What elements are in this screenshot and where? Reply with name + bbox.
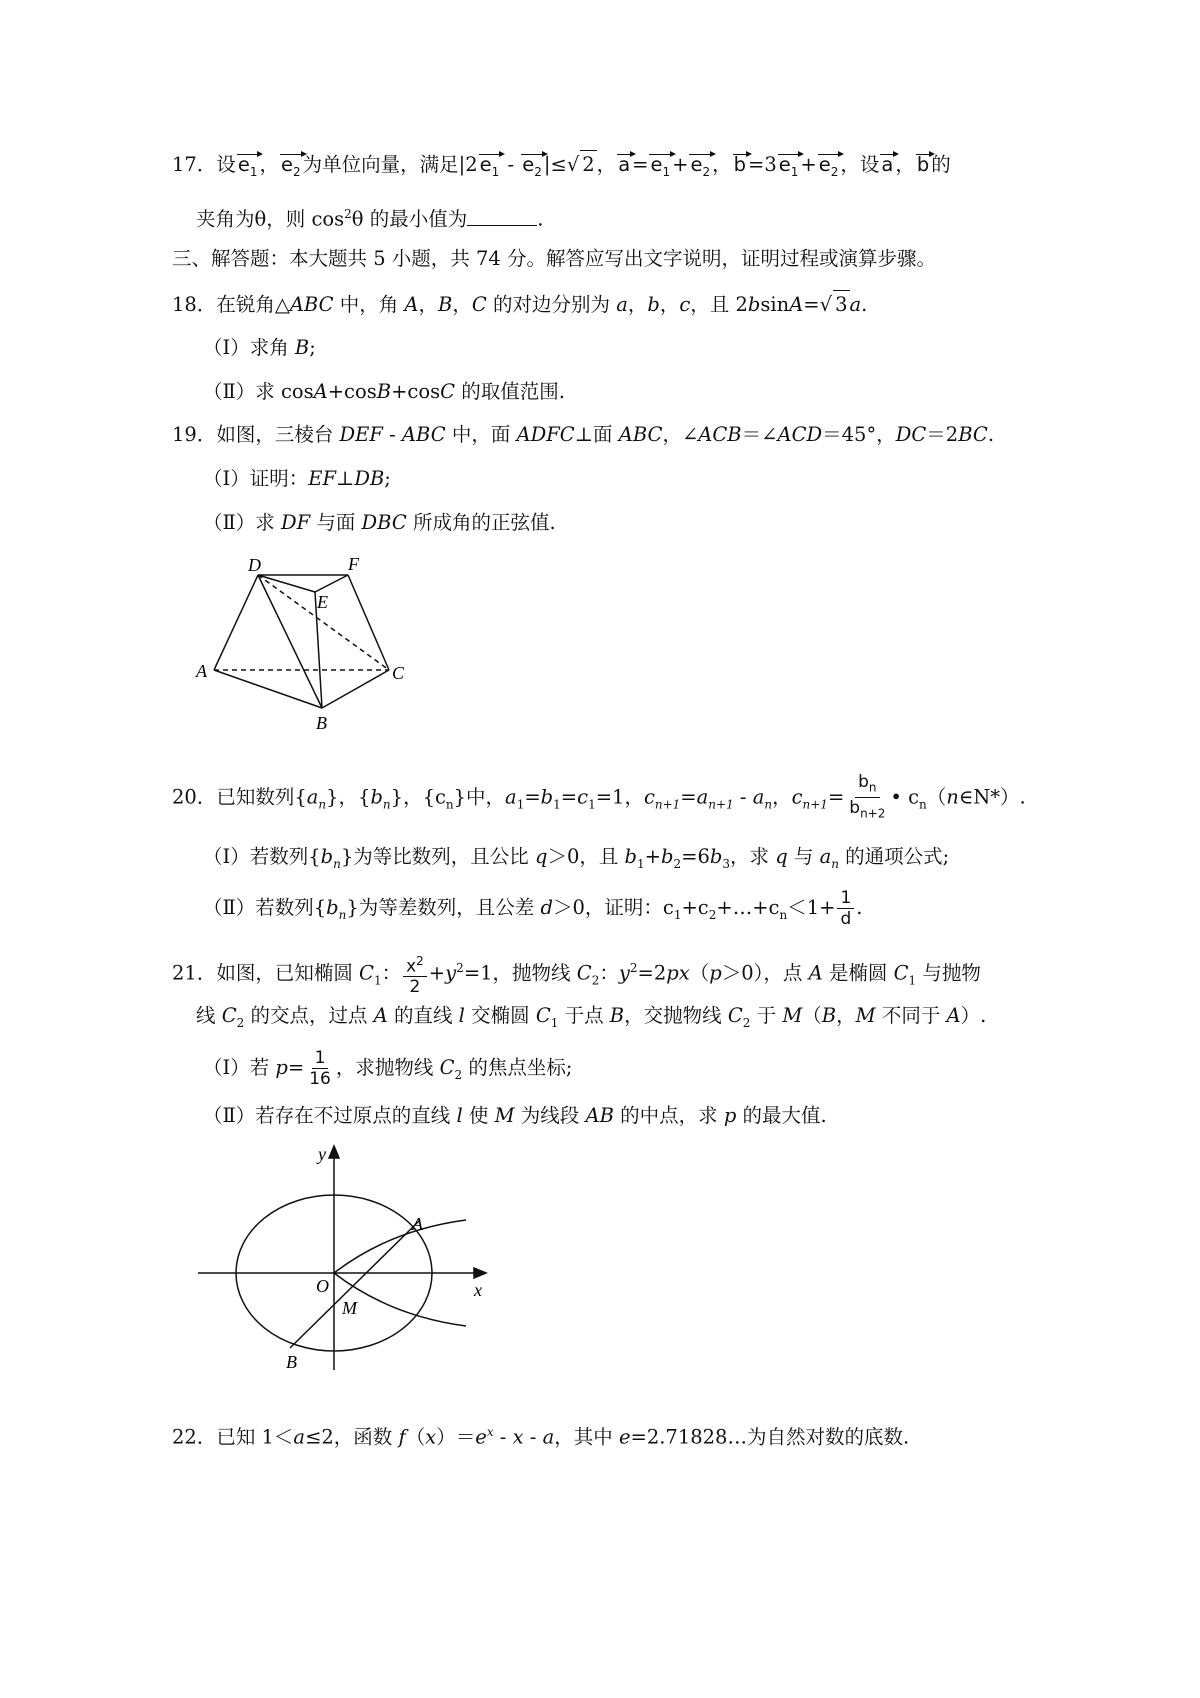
x-axis-arrow xyxy=(474,1268,486,1278)
label-B: B xyxy=(286,1352,297,1372)
label-x: x xyxy=(474,1280,482,1300)
edge-DC xyxy=(258,575,389,670)
q17-line1: 17．设 $e_1$ ， $e_2$ 为单位向量，满足|2 $e_1 - e_2$ |≤√ 2 ， $a = e_1 + e_2$ ， b =3 $e_1 + e_2$ ，设 a ， b 的 xyxy=(172,150,951,186)
q22-main: 22．已知 1＜a≤2，函数 $f(x)=e^x - x - a$，其中 e=2.71828…为自然对数的底数. xyxy=(172,1425,910,1449)
section-3-heading: 三、解答题：本大题共 5 小题，共 74 分。解答应写出文字说明，证明过程或演算步骤。 xyxy=(172,247,937,270)
vector-b: b xyxy=(733,151,747,179)
q18-part1: （Ⅰ）求角 B; xyxy=(203,336,316,359)
label-O: O xyxy=(316,1276,329,1296)
label-F: F xyxy=(348,554,359,574)
edge-BC xyxy=(322,670,389,708)
edge-AD xyxy=(214,575,258,670)
label-A: A xyxy=(412,1214,423,1234)
answer-blank[interactable] xyxy=(467,207,537,226)
fraction-1-d: $\frac{1}{d}$ xyxy=(837,888,854,929)
q21-part2: （Ⅱ）若存在不过原点的直线 l 使 M 为线段 AB 的中点，求 p 的最大值. xyxy=(203,1104,827,1127)
q19-main: 19．如图，三棱台 DEF - ABC 中，面 ADFC⊥面 ABC，∠ACB＝∠ACD＝45°，DC＝2BC. xyxy=(172,423,995,446)
sqrt-2: 2 xyxy=(580,150,596,179)
y-axis-arrow xyxy=(329,1146,339,1158)
edge-DE xyxy=(258,575,315,592)
label-B: B xyxy=(316,713,327,733)
label-A: A xyxy=(196,661,207,681)
vector-a-b: a xyxy=(880,151,894,179)
q19-part2: （Ⅱ）求 DF 与面 DBC 所成角的正弦值. xyxy=(203,511,556,534)
vector-b-b: b xyxy=(916,151,930,179)
fraction-x2-2: $\frac{x^2}{2}$ xyxy=(403,951,427,998)
q21-main: 21．如图，已知椭圆 $C_1$： $\frac{x^2}{2}$ $+y^2=1$，抛物线 $C_2$：$y^2=2px(p>0)$，点 A 是椭圆 $C_1$ 与抛物 xyxy=(172,946,981,1002)
sqrt-symbol: √ xyxy=(566,153,580,176)
vector-e1-c: $e_1$ xyxy=(649,151,671,186)
label-E: E xyxy=(317,592,328,612)
vector-e1-b: $e_1$ xyxy=(479,151,501,186)
q20-part2: （Ⅱ）若数列$\{b_n\}$为等差数列，且公差 d＞0，证明：$c_1+c_2+\dots+c_n<1+$ $\frac{1}{d}$ . xyxy=(203,888,863,929)
sqrt-3: 3 xyxy=(833,290,849,319)
fraction-1-16: $\frac{1}{16}$ xyxy=(309,1048,331,1089)
q20-main: 20．已知数列$\{a_n\}$，$\{b_n\}$，$\{c_n\}$中，$a_1=b_1=c_1=1$，$c_{n+1}=a_{n+1} - a_n$，$c_{n+1}=$ $\frac{b_n}{b_{n+2}}$ • $c_n(n\in N*)$. xyxy=(172,772,1026,826)
q18-main: 18．在锐角△ABC 中，角 A，B，C 的对边分别为 a，b，c，且 2bsinA=√ 3 a. xyxy=(172,290,867,319)
vector-e1: $e_1$ xyxy=(237,151,259,186)
frustum-figure xyxy=(190,548,430,738)
vector-e2-c: $e_2$ xyxy=(689,151,711,186)
q21-part1: （Ⅰ）若 p= $\frac{1}{16}$ ，求抛物线 $C_2$ 的焦点坐标; xyxy=(203,1048,573,1089)
vector-e2-d: $e_2$ xyxy=(818,151,840,186)
vector-e2-b: $e_2$ xyxy=(521,151,543,186)
edge-EF xyxy=(315,575,348,592)
vector-a: a xyxy=(617,151,631,179)
q21-line2: 线 $C_2$ 的交点，过点 A 的直线 l 交椭圆 $C_1$ 于点 B，交抛物线 $C_2$ 于 M（B，M 不同于 A）. xyxy=(196,1004,987,1030)
edge-BD xyxy=(258,575,322,708)
q18-part2: （Ⅱ）求 cosA+cosB+cosC 的取值范围. xyxy=(203,380,565,403)
q17-line2: 夹角为θ，则 $\cos^2\theta$ 的最小值为 . xyxy=(196,207,544,231)
label-D: D xyxy=(248,555,261,575)
sqrt-symbol: √ xyxy=(819,293,833,316)
ellipse-parabola-figure xyxy=(190,1138,510,1378)
line-l xyxy=(290,1220,420,1348)
fraction-bn-bn2: $\frac{b_n}{b_{n+2}}$ xyxy=(849,772,886,821)
vector-e1-d: $e_1$ xyxy=(778,151,800,186)
label-y: y xyxy=(318,1144,326,1164)
q20-part1: （Ⅰ）若数列$\{b_n\}$为等比数列，且公比 q＞0，且 $b_1+b_2=6b_3$，求 q 与 $a_n$ 的通项公式; xyxy=(203,845,950,871)
vector-e2: $e_2$ xyxy=(280,151,302,186)
label-C: C xyxy=(392,663,405,683)
q19-part1: （Ⅰ）证明：EF⊥DB; xyxy=(203,467,391,490)
label-M: M xyxy=(342,1298,357,1318)
